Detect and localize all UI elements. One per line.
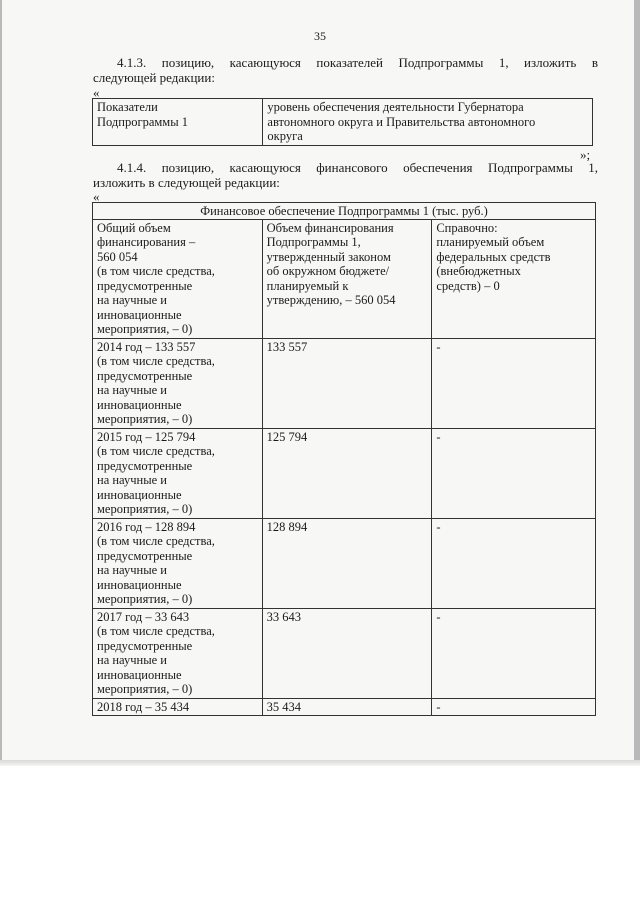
cell-line: инновационные bbox=[97, 487, 182, 502]
cell-line: инновационные bbox=[97, 397, 182, 412]
cell-line: предусмотренные bbox=[97, 638, 193, 653]
indicators-label-line: Подпрограммы 1 bbox=[97, 114, 188, 129]
section-4-1-4-text bbox=[93, 160, 598, 190]
federal-value-cell: - bbox=[432, 698, 596, 716]
finance-table bbox=[92, 202, 596, 716]
cell-line: 2017 год – 33 643 bbox=[97, 609, 190, 624]
federal-value-cell: - bbox=[432, 608, 596, 698]
table-row bbox=[93, 518, 596, 608]
cell-line: (в том числе средства, bbox=[97, 624, 215, 638]
cell-line: предусмотренные bbox=[97, 458, 193, 473]
open-quote-2: « bbox=[93, 189, 100, 204]
cell-line: Справочно: bbox=[436, 220, 498, 235]
indicators-value-line: округа bbox=[267, 129, 303, 143]
cell-line: на научные и bbox=[97, 653, 167, 667]
cell-line: инновационные bbox=[97, 577, 182, 592]
indicators-value-line: уровень обеспечения деятельности Губернатора bbox=[267, 100, 524, 114]
budget-value-cell: 133 557 bbox=[262, 338, 432, 428]
cell-line: средств) – 0 bbox=[436, 278, 500, 293]
section-4-1-3-text bbox=[93, 55, 598, 85]
cell-line: (в том числе средства, bbox=[97, 534, 215, 548]
cell-line: Общий объем bbox=[97, 220, 171, 235]
cell-line: на научные и bbox=[97, 563, 167, 577]
federal-value-cell: - bbox=[432, 518, 596, 608]
section-4-1-3-line-2: следующей редакции: bbox=[93, 70, 215, 85]
cell-line: на научные и bbox=[97, 473, 167, 487]
cell-line: предусмотренные bbox=[97, 548, 193, 563]
cell-line: планируемый к bbox=[266, 278, 349, 293]
blank-area bbox=[0, 766, 640, 905]
total-funding-cell bbox=[93, 219, 263, 338]
cell-line: 2016 год – 128 894 bbox=[97, 519, 196, 534]
cell-line: (в том числе средства, bbox=[97, 444, 215, 458]
cell-line: 2018 год – 35 434 bbox=[97, 699, 190, 714]
cell-line: предусмотренные bbox=[97, 278, 193, 293]
federal-value-cell: - bbox=[432, 428, 596, 518]
cell-line: федеральных средств bbox=[436, 249, 551, 264]
table-row bbox=[93, 608, 596, 698]
finance-head-row bbox=[93, 219, 596, 338]
budget-value-cell: 33 643 bbox=[262, 608, 432, 698]
federal-funding-cell bbox=[432, 219, 596, 338]
year-cell bbox=[93, 608, 263, 698]
open-quote-1: « bbox=[93, 85, 100, 100]
section-4-1-3-line-1: 4.1.3. позицию, касающуюся показателей Подпрограммы 1, изложить в bbox=[117, 55, 598, 70]
cell-line: мероприятия, – 0) bbox=[97, 322, 193, 336]
table-row bbox=[93, 698, 596, 716]
cell-line: на научные и bbox=[97, 383, 167, 397]
indicators-value-line: автономного округа и Правительства автономного bbox=[267, 114, 536, 129]
cell-line: утверждению, – 560 054 bbox=[266, 293, 396, 307]
cell-line: утвержденный законом bbox=[266, 249, 391, 264]
year-cell bbox=[93, 428, 263, 518]
cell-line: 560 054 bbox=[97, 249, 138, 264]
cell-line: мероприятия, – 0) bbox=[97, 502, 193, 516]
cell-line: (внебюджетных bbox=[436, 264, 521, 278]
cell-line: 2014 год – 133 557 bbox=[97, 339, 196, 354]
cell-line: Объем финансирования bbox=[266, 220, 394, 235]
cell-line: 2015 год – 125 794 bbox=[97, 429, 196, 444]
cell-line: мероприятия, – 0) bbox=[97, 412, 193, 426]
close-quote-1: »; bbox=[580, 147, 591, 162]
indicators-value-cell bbox=[263, 99, 593, 146]
finance-title-row bbox=[93, 203, 596, 220]
budget-value-cell: 128 894 bbox=[262, 518, 432, 608]
cell-line: мероприятия, – 0) bbox=[97, 682, 193, 696]
cell-line: на научные и bbox=[97, 293, 167, 307]
cell-line: (в том числе средства, bbox=[97, 354, 215, 368]
year-cell bbox=[93, 338, 263, 428]
table-row bbox=[93, 428, 596, 518]
year-cell bbox=[93, 518, 263, 608]
section-4-1-4-line-1: 4.1.4. позицию, касающуюся финансового обеспечения Подпрограммы 1, bbox=[117, 160, 598, 175]
table-row bbox=[93, 338, 596, 428]
budget-value-cell: 35 434 bbox=[262, 698, 432, 716]
cell-line: Подпрограммы 1, bbox=[266, 235, 361, 249]
federal-value-cell: - bbox=[432, 338, 596, 428]
cell-line: инновационные bbox=[97, 667, 182, 682]
page-number: 35 bbox=[314, 29, 326, 43]
indicators-table bbox=[92, 98, 593, 146]
cell-line: об окружном бюджете/ bbox=[266, 264, 390, 278]
section-4-1-4-line-2: изложить в следующей редакции: bbox=[93, 175, 280, 190]
budget-value-cell: 125 794 bbox=[262, 428, 432, 518]
indicators-label-cell bbox=[93, 99, 263, 146]
cell-line: инновационные bbox=[97, 307, 182, 322]
finance-table-title: Финансовое обеспечение Подпрограммы 1 (тыс. руб.) bbox=[93, 203, 596, 220]
indicators-row bbox=[93, 99, 593, 146]
cell-line: мероприятия, – 0) bbox=[97, 592, 193, 606]
cell-line: финансирования – bbox=[97, 235, 196, 249]
cell-line: (в том числе средства, bbox=[97, 264, 215, 278]
cell-line: планируемый объем bbox=[436, 235, 545, 249]
cell-line: предусмотренные bbox=[97, 368, 193, 383]
indicators-label-line: Показатели bbox=[97, 100, 158, 114]
budget-funding-cell bbox=[262, 219, 432, 338]
year-cell bbox=[93, 698, 263, 716]
